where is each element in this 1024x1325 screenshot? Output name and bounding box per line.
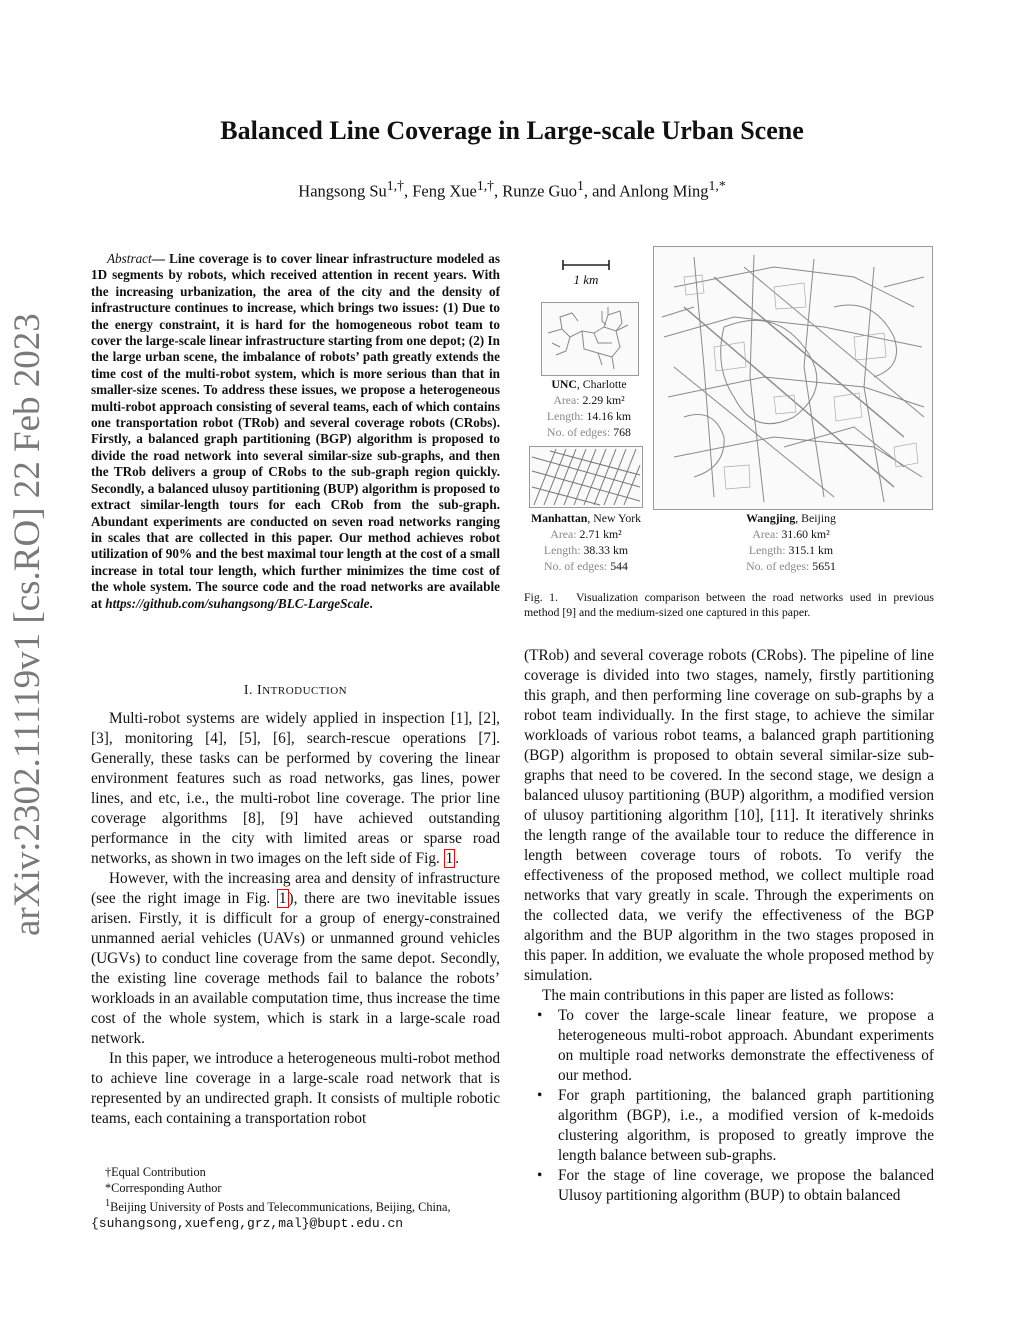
author-affil-sup: 1,†	[386, 178, 404, 193]
stat-value: 14.16 km	[586, 409, 632, 423]
manhattan-length	[523, 542, 649, 558]
footnote-corresponding: *Corresponding Author	[105, 1180, 222, 1195]
footnote-sup: 1	[105, 1198, 111, 1209]
footnote-emails: {suhangsong,xuefeng,grz,mal}@bupt.edu.cn	[91, 1215, 404, 1231]
unc-length	[527, 408, 651, 424]
map-manhattan	[529, 446, 643, 508]
map-wangjing	[653, 246, 933, 510]
road-network-wangjing	[654, 247, 932, 509]
city-region: , New York	[587, 511, 642, 525]
scale-bar-label: 1 km	[573, 272, 599, 287]
paragraph-text: Multi-robot systems are widely applied in inspection [1], [2], [3], monitoring [4], [5], [6], search-rescue operations [7]. Generally, these tasks can be performed by covering the linear environment features such as road networks, gas lines, power lines, and etc, i.e., the multi-robot line coverage. The prior line coverage algorithms [8], [9] have achieved outstanding performance in the city with limited areas or sparse road networks, as shown in two images on the left side of Fig.	[91, 710, 500, 867]
contribution-text: For the stage of line coverage, we propose the balanced Ulusoy partitioning algorithm (BUP) to obtain balanced	[558, 1167, 934, 1204]
abstract-body: Line coverage is to cover linear infrastructure modeled as 1D segments by robots, which received attention in recent years. With the increasing urbanization, the area of the city and the density of infrastructure continues to increase, which brings two issues: (1) Due to the energy constraint, it is hard for the homogeneous robot team to cover the large-scale linear infrastructure starting from one depot; (2) In the large urban scene, the imbalance of robots’ path greatly extends the time cost of the multi-robot system, which is more serious than that in smaller-size scenes. To address these issues, we propose a heterogeneous multi-robot approach consisting of several teams, each of which contains one transportation robot (TRob) and several coverage robots (CRobs). Firstly, a balanced graph partitioning (BGP) algorithm is proposed to divide the road network into several similar-size sub-graphs, and then the TRob delivers a group of CRobs to the sub-graph region quickly. Secondly, a balanced ulusoy partitioning (BUP) algorithm is proposed to extract similar-length tours for each CRob from the sub-graph. Abundant experiments are conducted on seven road networks ranging in scales that are collected in this paper. Our method achieves robot utilization of 90% and the best maximal tour length at the cost of a small increase in total tour length, which further minimizes the time cost of the whole system. The source code and the road networks are available at	[91, 251, 500, 611]
stat-label: No. of edges:	[746, 559, 810, 573]
road-network-manhattan	[530, 447, 642, 507]
paper-title: Balanced Line Coverage in Large-scale Urban Scene	[220, 116, 804, 145]
footnote-affiliation	[91, 1196, 500, 1216]
intro-paragraph-2	[91, 869, 500, 1049]
stat-value: 2.29 km²	[582, 393, 625, 407]
right-paragraph-2: The main contributions in this paper are listed as follows:	[542, 987, 895, 1004]
map-unc	[541, 302, 639, 376]
manhattan-city	[523, 510, 649, 526]
author-affil-sup: 1,†	[476, 178, 494, 193]
author-affil-sup: 1	[576, 178, 584, 193]
stat-label: Area:	[550, 527, 577, 541]
stat-value: 5651	[812, 559, 836, 573]
paragraph-text: .	[455, 850, 460, 867]
author-separator: , and	[583, 181, 620, 201]
author-name: Runze Guo	[502, 181, 577, 201]
city-name: UNC	[551, 377, 577, 391]
author-affil-sup: 1,*	[708, 178, 726, 193]
caption-label: Fig. 1.	[524, 590, 558, 604]
stat-value: 768	[613, 425, 631, 439]
author-name: Anlong Ming	[619, 181, 709, 201]
wangjing-city	[723, 510, 859, 526]
wangjing-stats	[723, 510, 859, 574]
figure-ref-link[interactable]: 1	[278, 890, 287, 907]
stat-value: 544	[610, 559, 628, 573]
stat-value: 2.71 km²	[579, 527, 622, 541]
road-network-unc	[542, 303, 638, 375]
caption-text: Visualization comparison between the road networks used in previous method [9] and the medium-sized one captured in this paper.	[524, 590, 934, 619]
source-code-link[interactable]: https://github.com/suhangsong/BLC-LargeScale	[105, 595, 370, 611]
right-paragraph-1: (TRob) and several coverage robots (CRobs). The pipeline of line coverage is divided into two stages, namely, firstly partitioning this graph, and then performing line coverage on sub-graphs by a robot team individually. In the first stage, to achieve the similar workloads of various robot teams, a balanced graph partitioning (BGP) algorithm is proposed to obtain several similar-size sub-graphs that need to be covered. In the second stage, we design a balanced ulusoy partitioning (BUP) algorithm, a modified version of ulusoy partitioning algorithm [10], [11]. It iteratively shrinks the length range of the available tour to reduce the difference in length between coverage tours of robots. To verify the effectiveness of the proposed method, we collect multiple road networks that vary greatly in scale. Through the experiments on the collected data, we verify the effectiveness of the BGP algorithm and the BUP algorithm in the two stages proposed in this paper. In addition, we evaluate the whole proposed method by simulation.	[524, 647, 934, 984]
bullet: •	[537, 1087, 543, 1104]
stat-label: Length:	[748, 543, 786, 557]
bullet: •	[537, 1007, 543, 1024]
footnote-equal: †Equal Contribution	[105, 1165, 206, 1179]
city-region: , Beijing	[795, 511, 836, 525]
bullet: •	[537, 1167, 543, 1184]
paragraph-text: However, with the increasing area and density of infrastructure (see the right image in Fig.	[91, 870, 500, 907]
manhattan-area	[523, 526, 649, 542]
stat-label: Area:	[752, 527, 779, 541]
author-separator: ,	[494, 181, 503, 201]
wangjing-area	[723, 526, 859, 542]
unc-edges	[527, 424, 651, 440]
figure-ref-link[interactable]: 1	[445, 850, 454, 867]
unc-stats	[527, 376, 651, 440]
arxiv-stamp: arXiv:2302.11119v1 [cs.RO] 22 Feb 2023	[7, 313, 48, 936]
stat-label: Area:	[553, 393, 580, 407]
section-number: I.	[243, 683, 254, 698]
city-name: Wangjing	[746, 511, 796, 525]
stat-label: No. of edges:	[547, 425, 611, 439]
section-rest: NTRODUCTION	[262, 685, 348, 697]
wangjing-edges	[723, 558, 859, 574]
unc-area	[527, 392, 651, 408]
abstract-dash: —	[151, 251, 165, 266]
figure-1	[523, 244, 933, 574]
contribution-list	[524, 1006, 934, 1206]
footnote-affiliation-text: Beijing University of Posts and Telecommunications, Beijing, China,	[110, 1200, 451, 1215]
author-separator: ,	[403, 181, 413, 201]
section-initial: I	[257, 683, 263, 698]
city-name: Manhattan	[530, 511, 588, 525]
abstract-end: .	[369, 595, 373, 611]
author-list	[0, 178, 1024, 202]
contribution-item	[524, 1006, 934, 1086]
abstract	[91, 251, 500, 612]
city-region: , Charlotte	[576, 377, 627, 391]
intro-paragraph-3: In this paper, we introduce a heterogeneous multi-robot method to achieve line coverage in a large-scale road network that is represented by an undirected graph. It consists of multiple robotic teams, each containing a transportation robot	[91, 1050, 500, 1127]
figure-1-caption	[524, 590, 934, 620]
author-name: Hangsong Su	[298, 181, 387, 201]
stat-label: Length:	[543, 543, 581, 557]
contribution-item	[524, 1086, 934, 1166]
footnotes	[91, 1165, 500, 1231]
scale-bar-icon	[561, 258, 611, 272]
intro-paragraph-1	[91, 709, 500, 869]
section-heading-introduction	[91, 683, 500, 699]
manhattan-edges	[523, 558, 649, 574]
stat-value: 38.33 km	[583, 543, 629, 557]
wangjing-length	[723, 542, 859, 558]
contribution-text: To cover the large-scale linear feature, we propose a heterogeneous multi-robot approach. Abundant experiments on multiple road networks demonstrate the effectiveness of our method.	[558, 1007, 934, 1084]
manhattan-stats	[523, 510, 649, 574]
unc-city	[527, 376, 651, 392]
stat-value: 315.1 km	[788, 543, 834, 557]
intro-left-column	[91, 709, 500, 1129]
contribution-item	[524, 1166, 934, 1206]
abstract-label: Abstract	[107, 251, 152, 266]
contribution-text: For graph partitioning, the balanced graph partitioning algorithm (BGP), i.e., a modified version of k-medoids clustering algorithm, is proposed to greatly improve the length balance between sub-graphs.	[558, 1087, 934, 1164]
paragraph-text: ), there are two inevitable issues arisen. Firstly, it is difficult for a group of energy-constrained unmanned aerial vehicles (UAVs) or unmanned ground vehicles (UGVs) to conduct line coverage from the same depot. Secondly, the existing line coverage methods fail to balance the robots’ workloads in an available computation time, thus increase the time cost of the whole system, which is stark in a large-scale road network.	[91, 890, 500, 1047]
author-name: Feng Xue	[412, 181, 477, 201]
stat-label: No. of edges:	[544, 559, 608, 573]
stat-label: Length:	[546, 409, 584, 423]
stat-value: 31.60 km²	[781, 527, 830, 541]
intro-right-column	[524, 646, 934, 1206]
